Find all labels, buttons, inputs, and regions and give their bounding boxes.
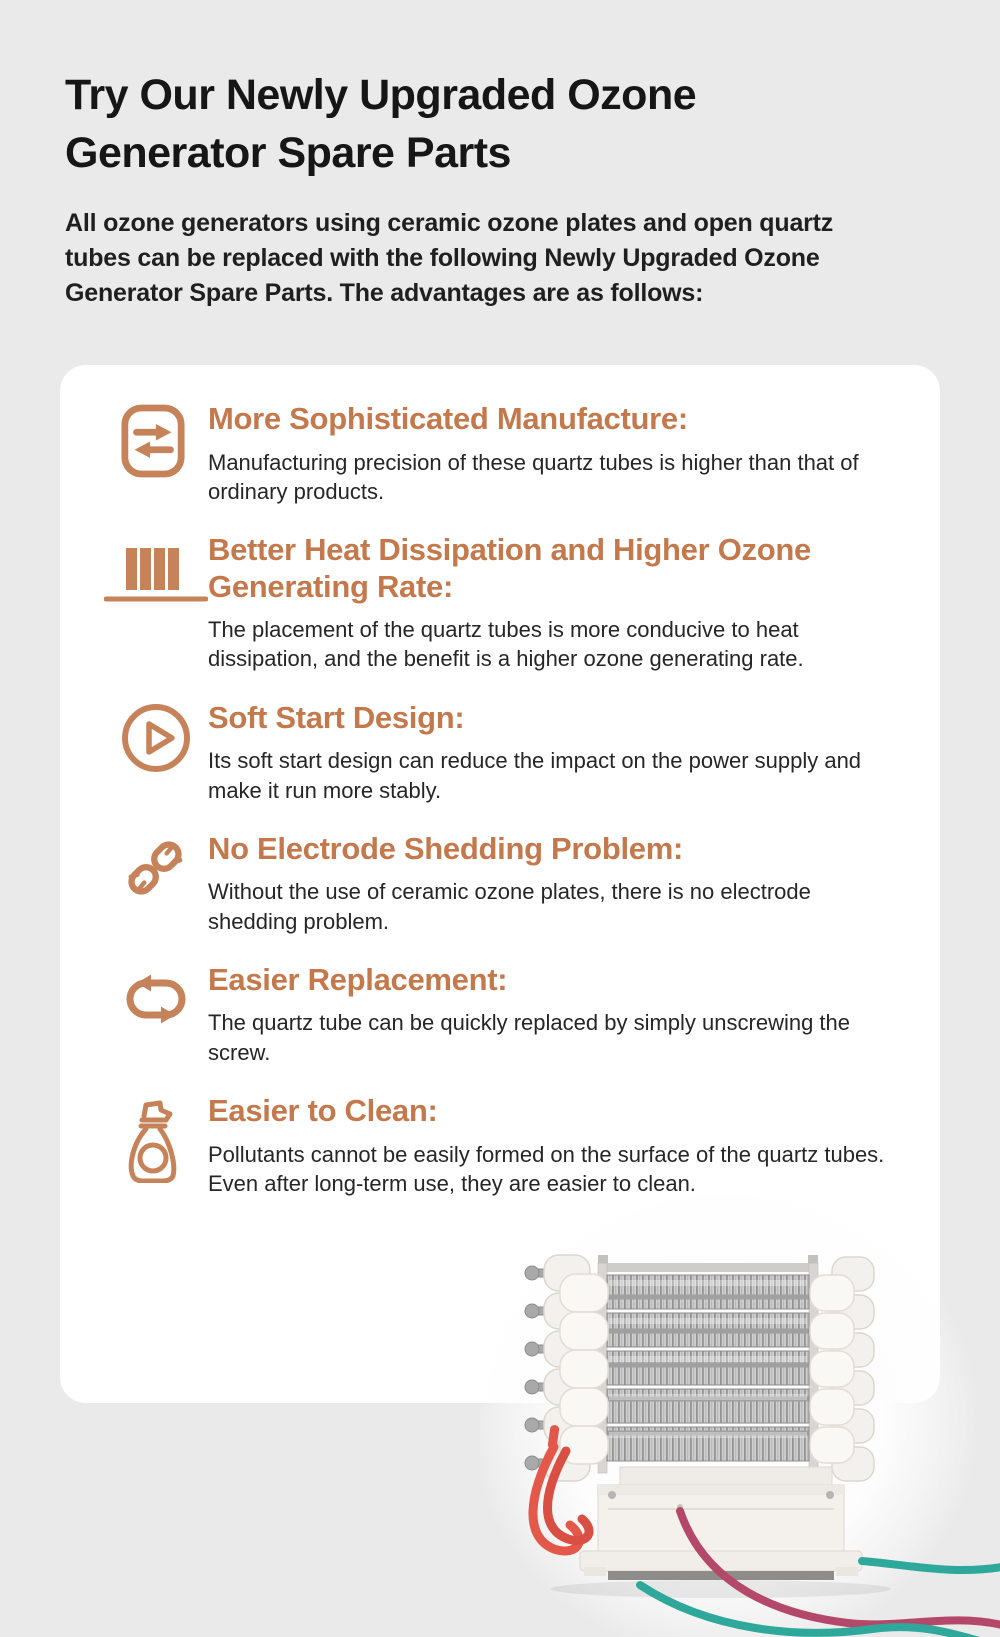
play-icon	[120, 700, 208, 805]
cycle-arrows-icon	[120, 962, 208, 1067]
feature-text	[208, 700, 900, 805]
feature-text	[208, 831, 900, 936]
feature-body: The placement of the quartz tubes is more conducive to heat dissipation, and the benefit is a higher ozone generating rate.	[208, 617, 804, 672]
page-title: Try Our Newly Upgraded Ozone Generator Spare Parts	[65, 71, 697, 178]
heat-sink-icon	[104, 532, 208, 674]
feature-body: Without the use of ceramic ozone plates, there is no electrode shedding problem.	[208, 879, 811, 934]
feature-body: Pollutants cannot be easily formed on the surface of the quartz tubes. Even after long-term use, they are easier to clean.	[208, 1141, 885, 1196]
feature-row-replacement	[120, 962, 900, 1067]
feature-title: No Electrode Shedding Problem:	[208, 830, 683, 866]
feature-title: Easier Replacement:	[208, 961, 508, 997]
feature-row-clean	[120, 1093, 900, 1198]
feature-title: Soft Start Design:	[208, 699, 465, 735]
feature-body: The quartz tube can be quickly replaced by simply unscrewing the screw.	[208, 1010, 851, 1065]
feature-title: Easier to Clean:	[208, 1092, 438, 1128]
feature-body: Manufacturing precision of these quartz tubes is higher than that of ordinary products.	[208, 449, 859, 504]
sliders-icon	[120, 401, 208, 506]
intro-text: All ozone generators using ceramic ozone plates and open quartz tubes can be replaced with the following Newly Upgraded Ozone Generator Spare Parts. The advantages are as follows:	[65, 209, 834, 307]
feature-text	[208, 962, 900, 1067]
feature-title: More Sophisticated Manufacture:	[208, 401, 688, 436]
feature-row-soft-start	[120, 700, 900, 805]
feature-row-heat-dissipation	[120, 532, 900, 674]
quartz-tube-assembly	[607, 1275, 809, 1461]
feature-text	[208, 401, 900, 506]
broken-link-icon	[120, 831, 208, 936]
feature-row-no-shedding	[120, 831, 900, 936]
spray-bottle-icon	[120, 1093, 208, 1198]
feature-body: Its soft start design can reduce the impact on the power supply and make it run more stably.	[208, 748, 862, 803]
feature-text	[208, 1093, 900, 1198]
feature-title: Better Heat Dissipation and Higher Ozone Generating Rate:	[208, 532, 811, 604]
product-photo	[480, 1195, 1000, 1637]
feature-text	[208, 532, 900, 674]
feature-row-manufacture	[120, 401, 900, 506]
